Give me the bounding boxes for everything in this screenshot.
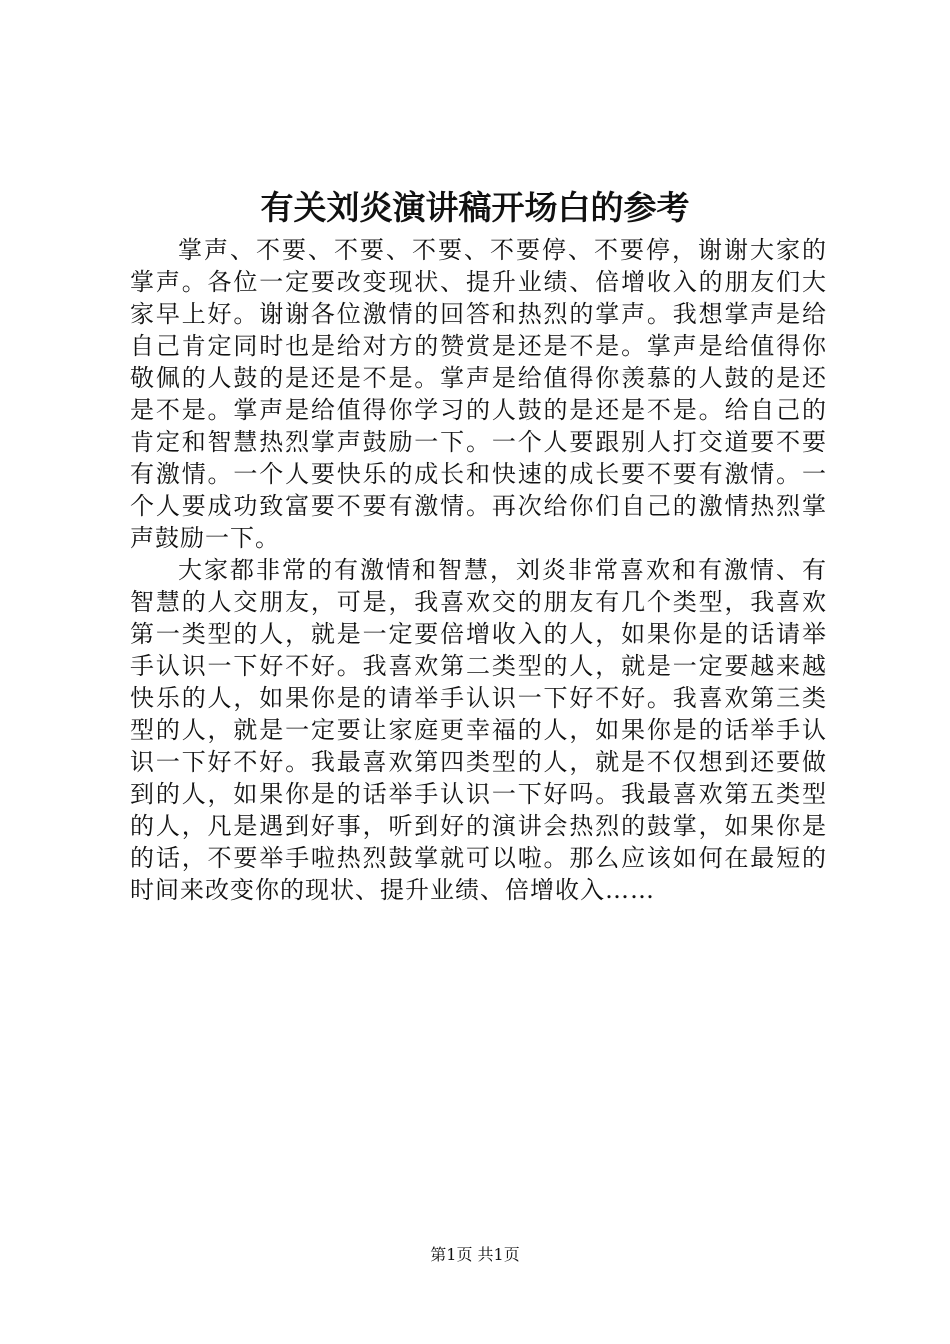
- paragraph-1: 掌声、不要、不要、不要、不要停、不要停，谢谢大家的掌声。各位一定要改变现状、提升业绩、倍增收入的朋友们大家早上好。谢谢各位激情的回答和热烈的掌声。我想掌声是给自己肯定同时也是给对方的赞赏是还是不是。掌声是给值得你敬佩的人鼓的是还是不是。掌声是给值得你羡慕的人鼓的是还是不是。掌声是给值得你学习的人鼓的是还是不是。给自己的肯定和智慧热烈掌声鼓励一下。一个人要跟别人打交道要不要有激情。一个人要快乐的成长和快速的成长要不要有激情。一个人要成功致富要不要有激情。再次给你们自己的激情热烈掌声鼓励一下。: [130, 236, 827, 552]
- paragraph-2: 大家都非常的有激情和智慧，刘炎非常喜欢和有激情、有智慧的人交朋友，可是，我喜欢交的朋友有几个类型，我喜欢第一类型的人，就是一定要倍增收入的人，如果你是的话请举手认识一下好不好。我喜欢第二类型的人，就是一定要越来越快乐的人，如果你是的请举手认识一下好不好。我喜欢第三类型的人，就是一定要让家庭更幸福的人，如果你是的话举手认识一下好不好。我最喜欢第四类型的人，就是不仅想到还要做到的人，如果你是的话举手认识一下好吗。我最喜欢第五类型的人，凡是遇到好事，听到好的演讲会热烈的鼓掌，如果你是的话，不要举手啦热烈鼓掌就可以啦。那么应该如何在最短的时间来改变你的现状、提升业绩、倍增收入……: [130, 556, 827, 904]
- page-footer: 第1页 共1页: [430, 1245, 520, 1264]
- page-title: 有关刘炎演讲稿开场白的参考: [260, 188, 690, 227]
- document-body: [130, 234, 827, 906]
